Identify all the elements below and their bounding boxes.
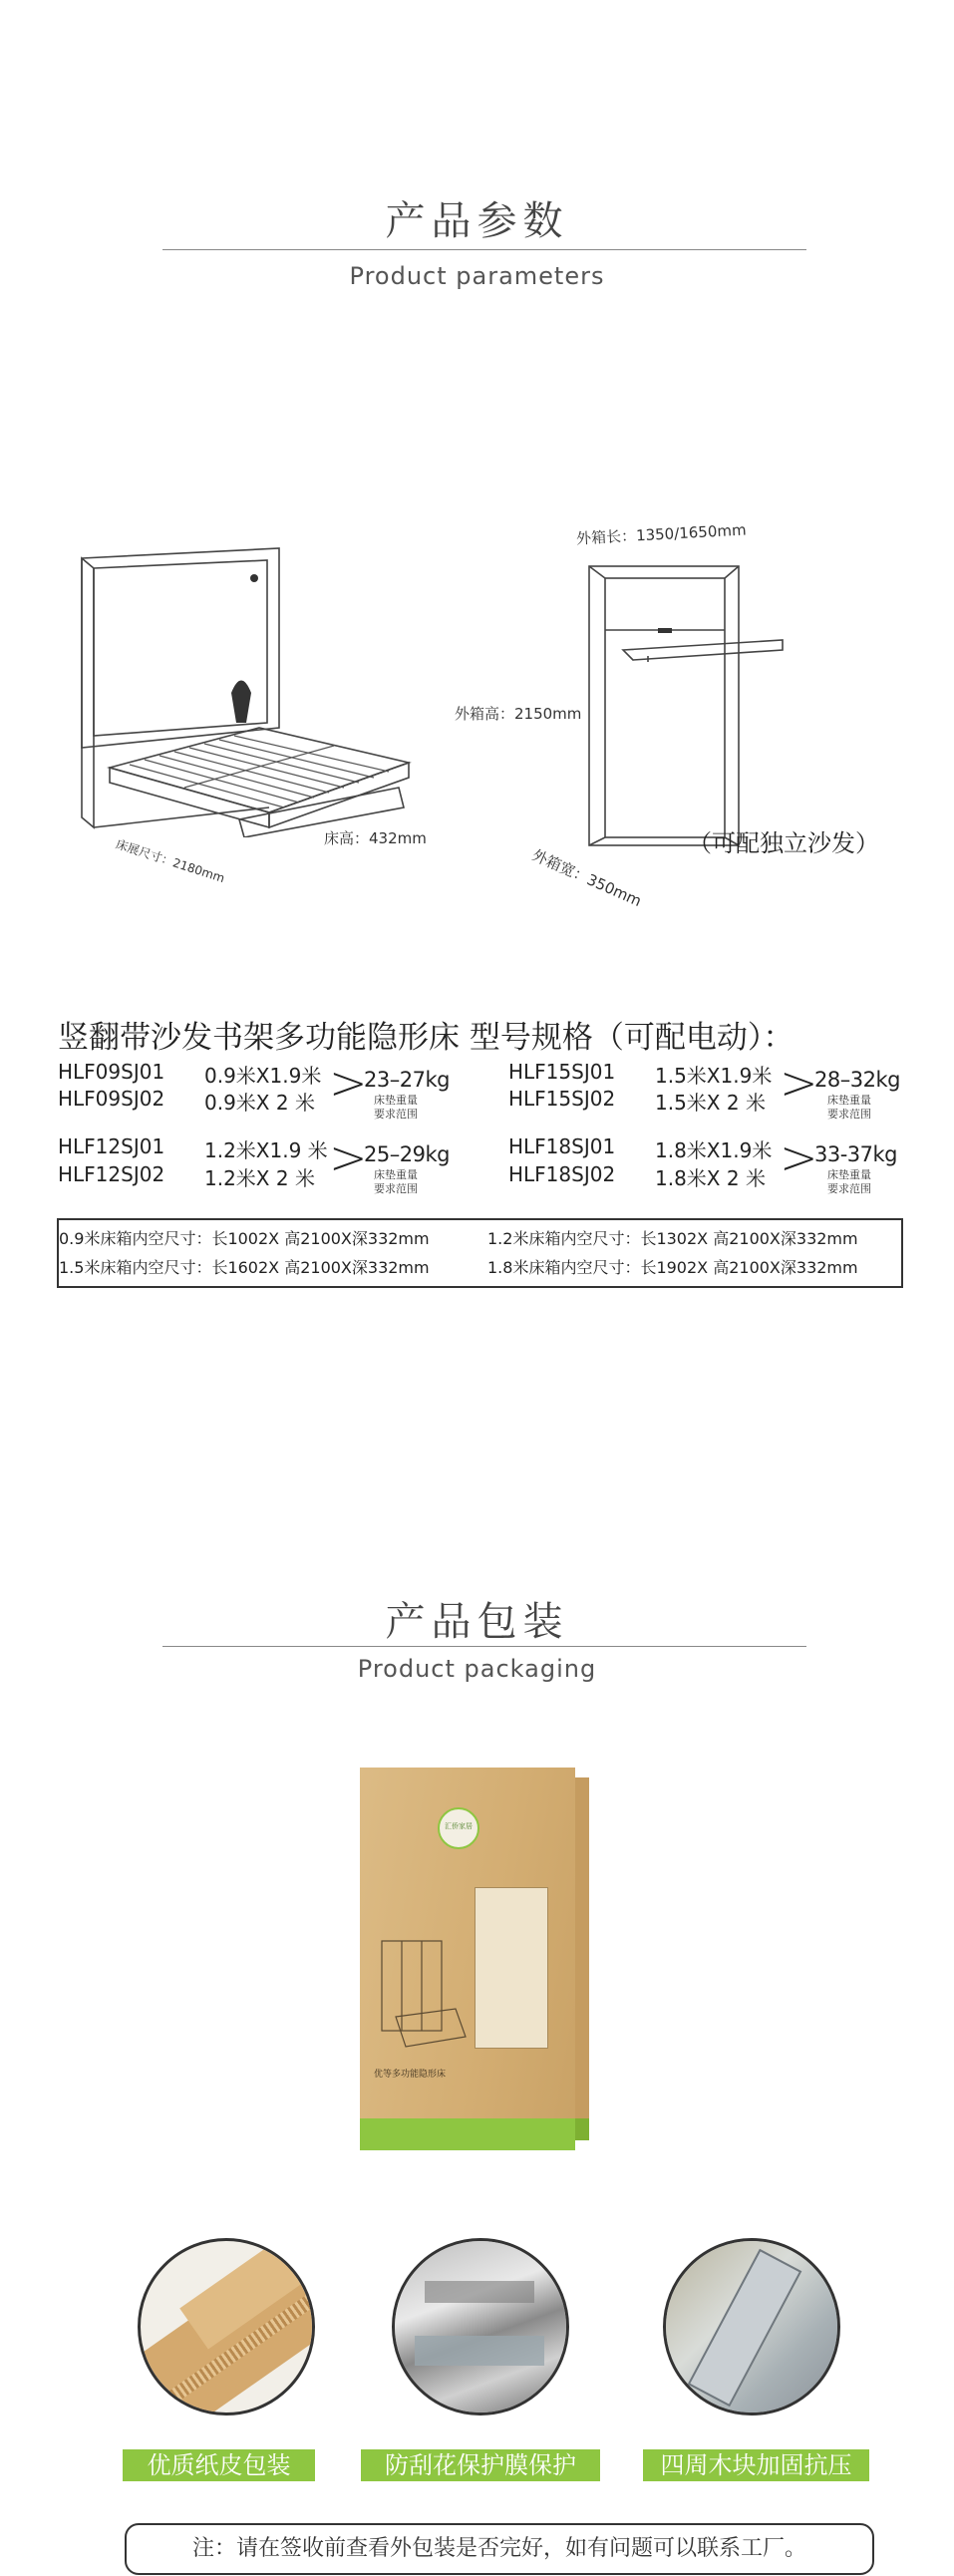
inner-dimension: 1.8米床箱内空尺寸：长1902X 高2100X深332mm bbox=[487, 1258, 858, 1277]
model-size: 1.8米X 2 米 bbox=[655, 1166, 766, 1190]
bed-open-illustration bbox=[70, 538, 429, 837]
protective-film-photo bbox=[392, 2238, 569, 2415]
mattress-weight: 33-37kg bbox=[814, 1142, 898, 1166]
weight-note: 床垫重量 要求范围 bbox=[827, 1094, 871, 1121]
inner-dimension: 1.2米床箱内空尺寸：长1302X 高2100X深332mm bbox=[487, 1229, 858, 1248]
feature-label: 四周木块加固抗压 bbox=[643, 2449, 869, 2481]
wood-reinforcement-photo bbox=[663, 2238, 840, 2415]
outer-length-label: 外箱长：1350/1650mm bbox=[575, 520, 748, 548]
packaging-divider bbox=[162, 1646, 806, 1647]
brand-logo: 汇侨家居 bbox=[438, 1807, 479, 1849]
kraft-paper-photo bbox=[138, 2238, 315, 2415]
model-size: 1.8米X1.9米 bbox=[655, 1138, 773, 1162]
weight-note: 床垫重量 要求范围 bbox=[374, 1094, 418, 1121]
model-size: 1.2米X 2 米 bbox=[204, 1166, 315, 1190]
bracket-glyph: > bbox=[329, 1130, 368, 1184]
model-size: 0.9米X1.9米 bbox=[204, 1064, 322, 1088]
params-divider bbox=[162, 249, 806, 250]
weight-note: 床垫重量 要求范围 bbox=[374, 1168, 418, 1195]
params-subtitle: Product parameters bbox=[349, 262, 605, 290]
model-code: HLF09SJ01 bbox=[58, 1060, 165, 1084]
model-code: HLF18SJ02 bbox=[508, 1162, 616, 1186]
inner-dimensions-box bbox=[57, 1218, 903, 1288]
bed-depth-label: 床展尺寸：2180mm bbox=[114, 836, 227, 886]
model-code: HLF12SJ01 bbox=[58, 1134, 165, 1158]
spec-heading: 竖翻带沙发书架多功能隐形床 型号规格（可配电动）： bbox=[58, 1020, 795, 1056]
weight-note: 床垫重量 要求范围 bbox=[827, 1168, 871, 1195]
inner-dimension: 1.5米床箱内空尺寸：长1602X 高2100X深332mm bbox=[59, 1258, 430, 1277]
model-code: HLF12SJ02 bbox=[58, 1162, 165, 1186]
model-code: HLF09SJ02 bbox=[58, 1087, 165, 1111]
outer-depth-label: 外箱宽：350mm bbox=[529, 845, 645, 911]
packaging-box-image bbox=[360, 1768, 575, 2150]
mattress-weight: 23–27kg bbox=[364, 1068, 450, 1092]
bracket-glyph: > bbox=[329, 1056, 368, 1110]
outer-height-label: 外箱高：2150mm bbox=[455, 705, 582, 723]
model-size: 0.9米X 2 米 bbox=[204, 1091, 315, 1115]
mattress-weight: 25–29kg bbox=[364, 1142, 450, 1166]
model-code: HLF15SJ02 bbox=[508, 1087, 616, 1111]
model-size: 1.5米X 2 米 bbox=[655, 1091, 766, 1115]
mattress-weight: 28–32kg bbox=[814, 1068, 900, 1092]
model-code: HLF18SJ01 bbox=[508, 1134, 616, 1158]
packaging-title: 产品包装 bbox=[385, 1599, 569, 1645]
model-code: HLF15SJ01 bbox=[508, 1060, 616, 1084]
params-title: 产品参数 bbox=[385, 198, 569, 244]
cabinet-closed-illustration bbox=[583, 558, 812, 857]
packaging-subtitle: Product packaging bbox=[357, 1655, 597, 1683]
bed-height-label: 床高：432mm bbox=[324, 829, 427, 847]
sofa-option-label: （可配独立沙发） bbox=[688, 829, 879, 857]
bracket-glyph: > bbox=[780, 1056, 818, 1110]
box-label: 优等多功能隐形床 bbox=[374, 2070, 447, 2080]
feature-label: 优质纸皮包装 bbox=[123, 2449, 315, 2481]
model-size: 1.2米X1.9 米 bbox=[204, 1138, 328, 1162]
delivery-note: 注：请在签收前查看外包装是否完好，如有问题可以联系工厂。 bbox=[125, 2523, 874, 2575]
inner-dimension: 0.9米床箱内空尺寸：长1002X 高2100X深332mm bbox=[59, 1229, 430, 1248]
model-size: 1.5米X1.9米 bbox=[655, 1064, 773, 1088]
bracket-glyph: > bbox=[780, 1130, 818, 1184]
feature-label: 防刮花保护膜保护 bbox=[361, 2449, 600, 2481]
